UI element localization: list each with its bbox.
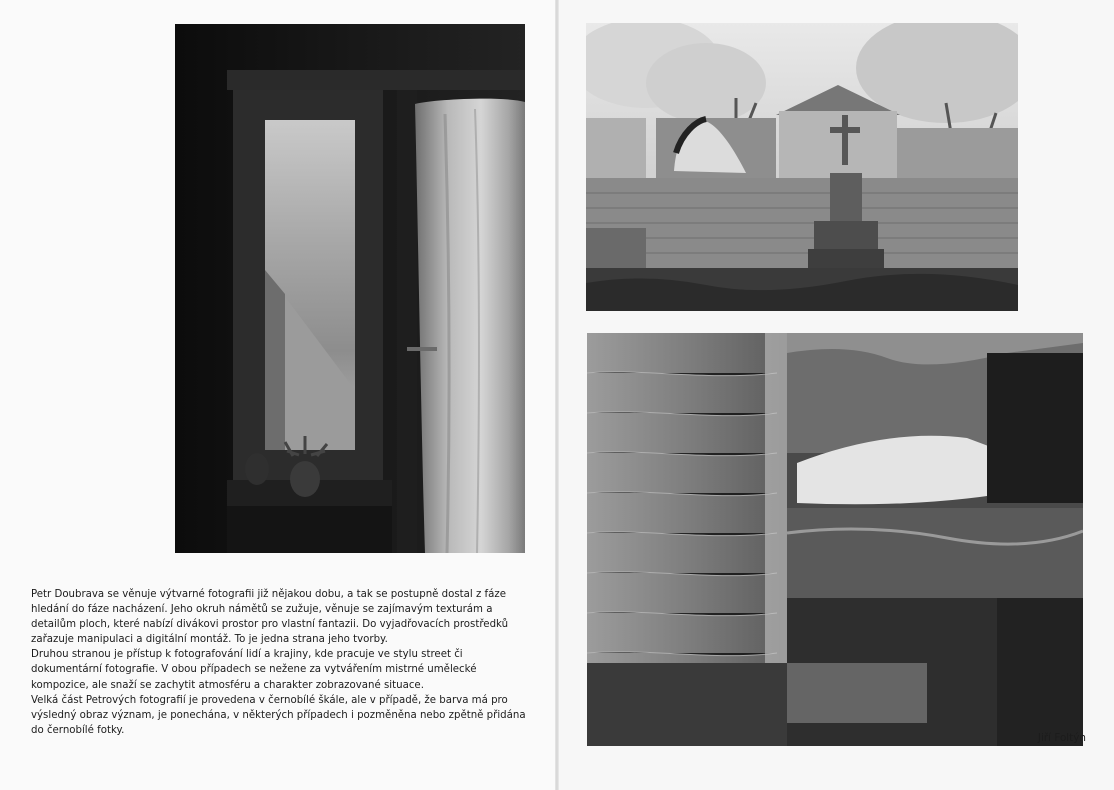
page-gutter [555, 0, 559, 790]
window-photo [175, 24, 525, 553]
cemetery-photo [586, 23, 1018, 311]
water-photo [587, 333, 1083, 746]
article-author: Jiří Foltýn [1037, 732, 1086, 744]
article-paragraph: Velká část Petrových fotografií je provedena v černobílé škále, ale v případě, že barva má pro výsledný obraz význam, je ponechána, v některých případech i pozměněna nebo zpětně přidána do černobílé fotky. [31, 694, 526, 736]
article-paragraph: Petr Doubrava se věnuje výtvarné fotografii již nějakou dobu, a tak se postupně dostal z fáze hledání do fáze nacházení. Jeho okruh námětů se zužuje, věnuje se zajímavým texturám a detailům ploch, které nabízí divákovi prostor pro vlastní fantazii. Do vyjadřovacích prostředků zařazuje manipulaci a digitální montáž. To je jedna strana jeho tvorby. [31, 589, 509, 646]
article-paragraph: Druhou stranou je přístup k fotografování lidí a krajiny, kde pracuje ve stylu street či dokumentární fotografie. V obou případech se nežene za vytvářením mistrné umělecké kompozice, ale snaží se zachytit atmosféru a charakter zobrazované situace. [31, 649, 477, 691]
article-text [31, 587, 528, 738]
